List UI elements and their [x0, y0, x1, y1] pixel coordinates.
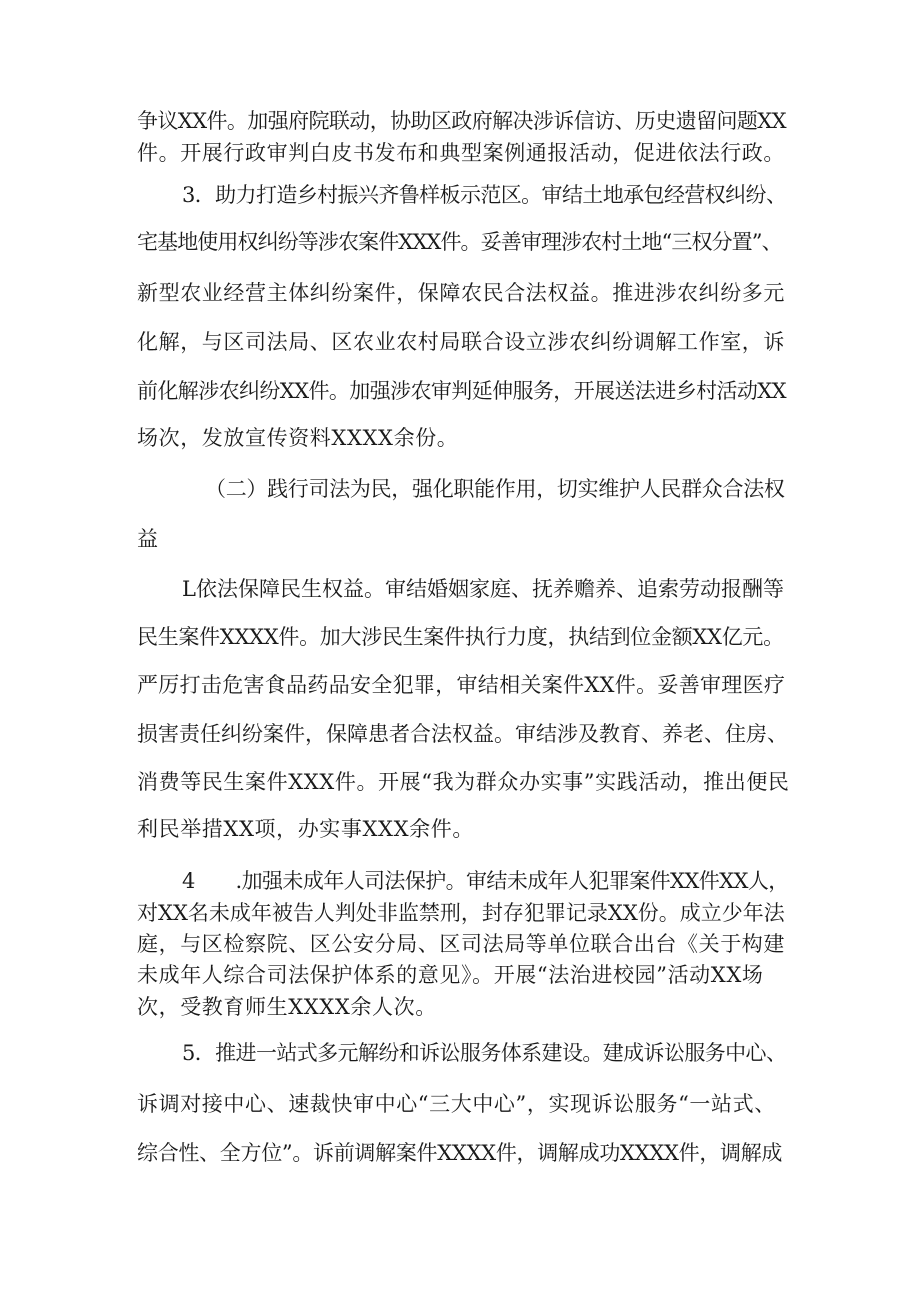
paragraph-3-line-2: 民生案件XXXX件。加大涉民生案件执行力度，执结到位金额XX亿元。: [137, 625, 784, 649]
paragraph-4-line-2: 对XX名未成年被告人判处非监禁刑，封存犯罪记录XX份。成立少年法: [137, 901, 785, 925]
section-heading-line-2: 益: [137, 527, 159, 551]
paragraph-3-line-1: L依法保障民生权益。审结婚姻家庭、抚养赡养、追索劳动报酬等: [182, 577, 784, 601]
paragraph-2-line-5: 前化解涉农纠纷XX件。加强涉农审判延伸服务，开展送法进乡村活动XX: [137, 379, 786, 403]
section-heading-line-1: （二）践行司法为民，强化职能作用，切实维护人民群众合法权: [205, 477, 785, 501]
paragraph-4-line-3: 庭，与区检察院、区公安分局、区司法局等单位联合出台《关于构建: [137, 932, 785, 956]
paragraph-4-line-5: 次，受教育师生XXXX余人次。: [137, 995, 437, 1019]
paragraph-3-line-3: 严厉打击危害食品药品安全犯罪，审结相关案件XX件。妥善审理医疗: [137, 673, 786, 697]
paragraph-2-line-4: 化解，与区司法局、区农业农村局联合设立涉农纠纷调解工作室，诉: [137, 330, 785, 354]
paragraph-4-line-4: 未成年人综合司法保护体系的意见》。开展“法治进校园”活动XX场: [137, 963, 764, 987]
paragraph-2-line-3: 新型农业经营主体纠纷案件，保障农民合法权益。推进涉农纠纷多元: [137, 281, 785, 305]
paragraph-4-line-1: 4 .加强未成年人司法保护。审结未成年人犯罪案件XX件XX人，: [182, 869, 789, 893]
paragraph-2-line-6: 场次，发放宣传资料XXXX余份。: [137, 426, 459, 450]
paragraph-2-line-2: 宅基地使用权纠纷等涉农案件XXX件。妥善审理涉农村土地“三权分置”、: [137, 230, 782, 254]
paragraph-3-line-6: 利民举措XX项，办实事XXX余件。: [137, 817, 474, 841]
paragraph-3-line-5: 消费等民生案件XXX件。开展“我为群众办实事”实践活动，推出便民: [137, 770, 790, 794]
paragraph-1-line-1: 争议XX件。加强府院联动，协助区政府解决涉诉信访、历史遗留问题XX: [137, 109, 786, 133]
paragraph-5-line-2: 诉调对接中心、速裁快审中心“三大中心”，实现诉讼服务“一站式、: [137, 1092, 776, 1116]
paragraph-1-line-2: 件。开展行政审判白皮书发布和典型案例通报活动，促进依法行政。: [137, 141, 785, 165]
paragraph-5-line-1: 5．推进一站式多元解纷和诉讼服务体系建设。建成诉讼服务中心、: [182, 1041, 787, 1065]
paragraph-5-line-3: 综合性、全方位”。诉前调解案件XXXX件，调解成功XXXX件，调解成: [137, 1141, 783, 1165]
paragraph-3-line-4: 损害责任纠纷案件，保障患者合法权益。审结涉及教育、养老、住房、: [137, 722, 788, 746]
paragraph-2-line-1: 3．助力打造乡村振兴齐鲁样板示范区。审结土地承包经营权纠纷、: [182, 183, 787, 207]
